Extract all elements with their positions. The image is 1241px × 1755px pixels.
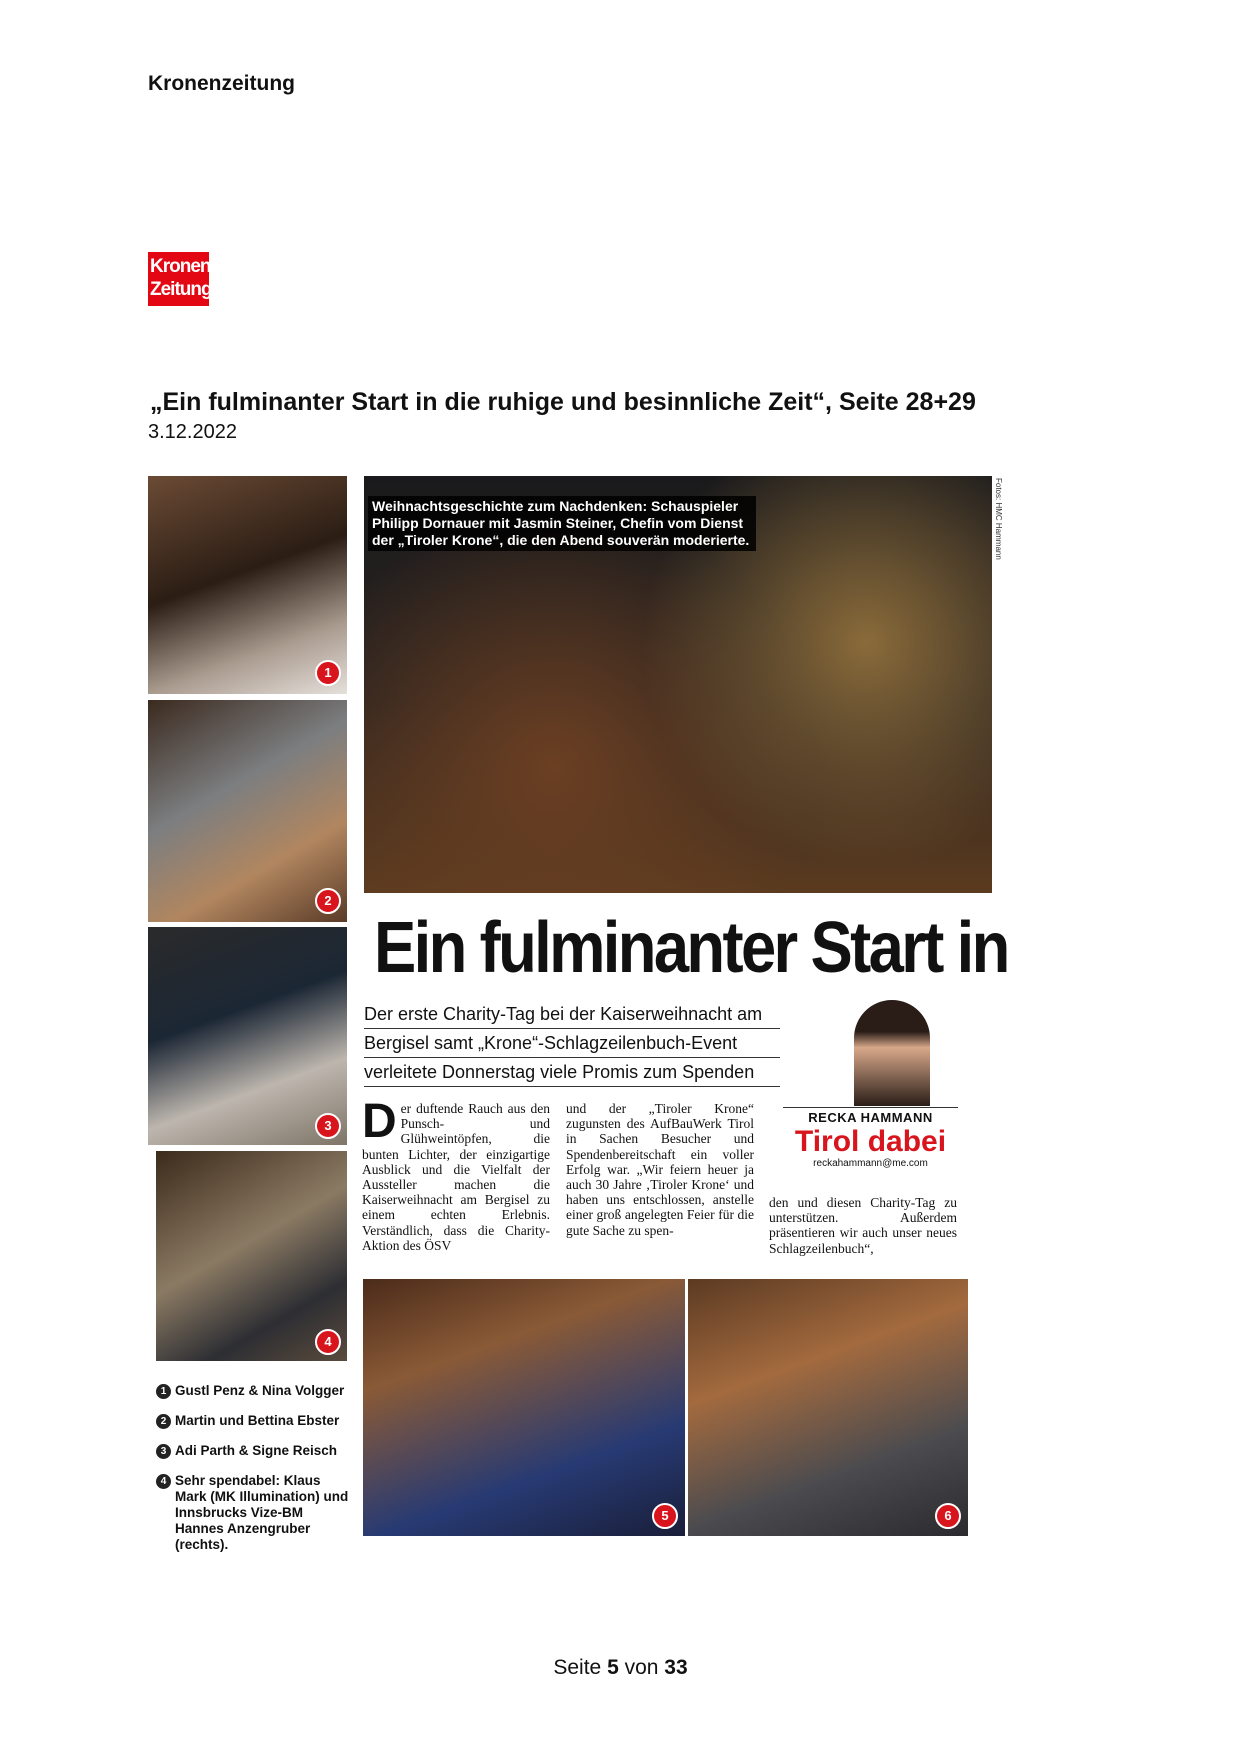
photo-number-badge: 3	[315, 1113, 341, 1139]
body-column-1	[362, 1095, 550, 1253]
caption-text: Adi Parth & Signe Reisch	[175, 1443, 338, 1458]
caption-item	[156, 1443, 351, 1459]
photo-6	[688, 1279, 968, 1536]
logo-line-1: Kronen	[150, 256, 211, 277]
subhead-line: Der erste Charity-Tag bei der Kaiserweihnacht am	[364, 1000, 780, 1029]
caption-number: 1	[156, 1384, 171, 1399]
main-photo-caption: Weihnachtsgeschichte zum Nachdenken: Schauspieler Philipp Dornauer mit Jasmin Steiner, Chefin vom Dienst der „Tiroler Krone“, die den Abend souverän moderierte.	[368, 496, 756, 551]
column-title-word-1: Tirol	[794, 1125, 860, 1158]
photo-credit: Fotos: HMC Hammann	[994, 478, 1003, 560]
subhead-line: Bergisel samt „Krone“-Schlagzeilenbuch-Event	[364, 1029, 780, 1058]
footer-page-number: 5	[607, 1656, 619, 1679]
drop-cap: D	[362, 1095, 397, 1148]
column-title	[783, 1125, 958, 1159]
photo-number-badge: 5	[652, 1503, 678, 1529]
photo-2	[148, 700, 347, 922]
photo-number-badge: 1	[315, 660, 341, 686]
caption-item	[156, 1413, 351, 1429]
article-date: 3.12.2022	[148, 421, 237, 443]
body-text: er duftende Rauch aus den Punsch- und Glühweintöpfen, die bunten Lichter, der einzigartige Ausblick und die Vielfalt der Aussteller machen die Kaiserweihnacht am Bergisel zu einem echten Erlebnis. Verständlich, dass die Charity-Aktion des ÖSV	[362, 1101, 550, 1253]
body-column-3: den und diesen Charity-Tag zu unterstützen. Außerdem präsentieren wir auch unser neues Schlagzeilenbuch“,	[769, 1195, 957, 1256]
caption-number: 2	[156, 1414, 171, 1429]
author-email: reckahammann@me.com	[813, 1158, 928, 1169]
author-divider	[783, 1107, 958, 1108]
body-column-2: und der „Tiroler Krone“ zugunsten des AufBauWerk Tirol in Sachen Besucher und Spendenbereitschaft ein voller Erfolg war. „Wir feiern heuer ja auch 30 Jahre ‚Tiroler Krone‘ und haben uns entschlossen, anstelle einer groß angelegten Feier für die gute Sache zu spen-	[566, 1101, 754, 1238]
photo-1	[148, 476, 347, 694]
photo-3	[148, 927, 347, 1145]
column-title-word-2: dabei	[867, 1125, 947, 1158]
photo-number-badge: 6	[935, 1503, 961, 1529]
author-name: RECKA HAMMANN	[808, 1110, 933, 1125]
caption-number: 4	[156, 1474, 171, 1489]
footer-prefix: Seite	[553, 1656, 602, 1679]
photo-5	[363, 1279, 685, 1536]
caption-item	[156, 1473, 351, 1553]
logo-line-2: Zeitung	[150, 279, 212, 300]
photo-captions	[156, 1383, 351, 1553]
footer-total-pages: 33	[664, 1656, 688, 1679]
clipping-subhead	[364, 1000, 780, 1087]
caption-text: Sehr spendabel: Klaus Mark (MK Illumination) und Innsbrucks Vize-BM Hannes Anzengruber (rechts).	[175, 1473, 349, 1552]
caption-text: Gustl Penz & Nina Volgger	[175, 1383, 345, 1398]
photo-number-badge: 2	[315, 888, 341, 914]
photo-4	[156, 1151, 347, 1361]
caption-text: Martin und Bettina Ebster	[175, 1413, 340, 1428]
author-portrait	[854, 1000, 930, 1106]
photo-number-badge: 4	[315, 1329, 341, 1355]
caption-item	[156, 1383, 351, 1399]
kronen-zeitung-logo	[148, 252, 212, 306]
page-footer	[0, 1656, 1241, 1680]
main-photo-nativity-scene	[364, 476, 992, 893]
article-title: „Ein fulminanter Start in die ruhige und besinnliche Zeit“, Seite 28+29	[150, 388, 976, 416]
footer-middle: von	[624, 1656, 659, 1679]
document-source-header: Kronenzeitung	[148, 72, 295, 95]
clipping-headline: Ein fulminanter Start in	[374, 908, 1008, 988]
subhead-line: verleitete Donnerstag viele Promis zum Spenden	[364, 1058, 780, 1087]
caption-number: 3	[156, 1444, 171, 1459]
